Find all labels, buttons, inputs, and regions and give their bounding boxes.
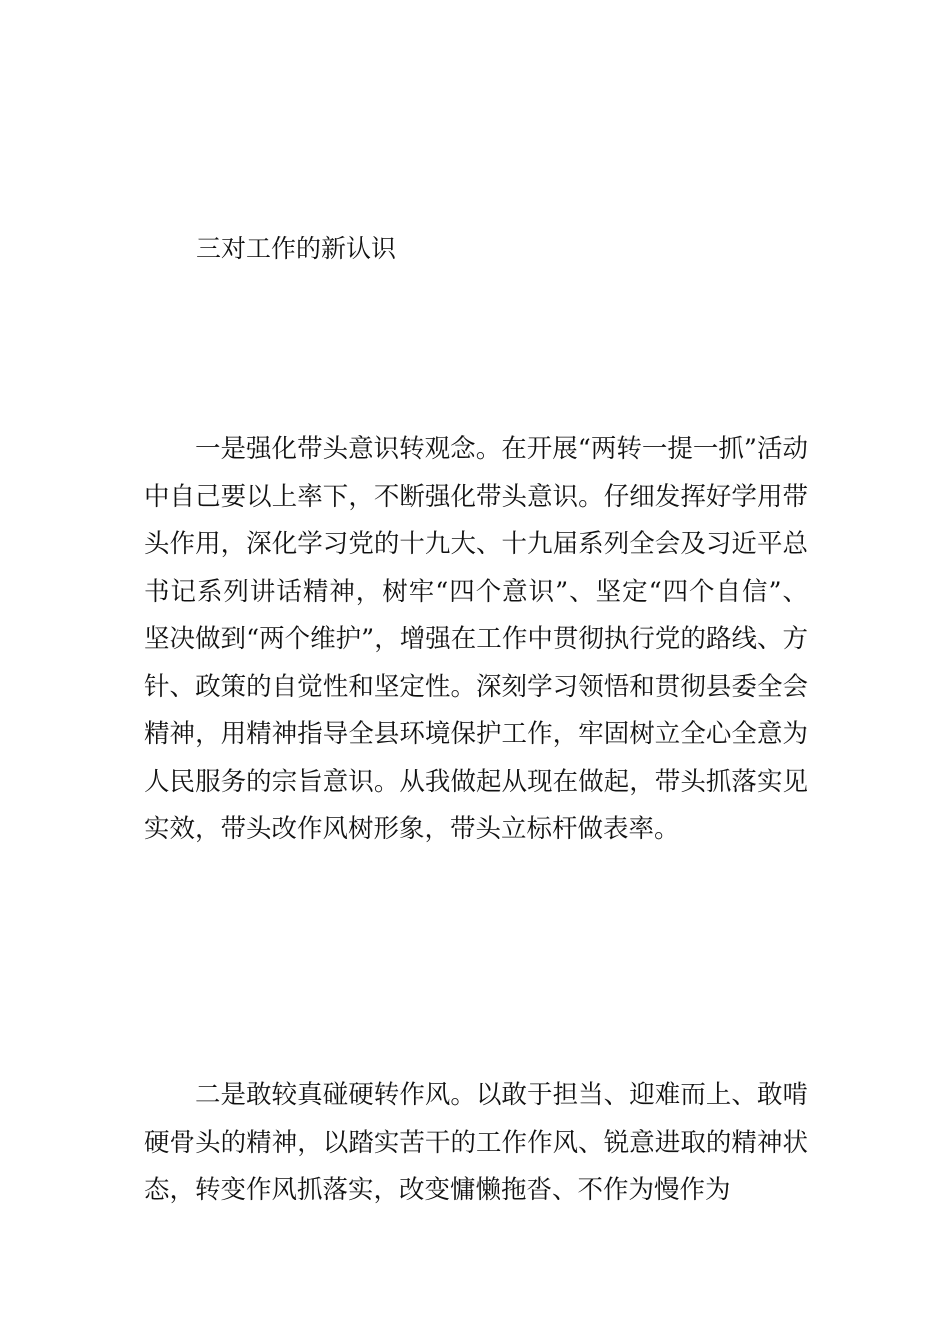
paragraph-change-work-style: 二是敢较真碰硬转作风。以敢于担当、迎难而上、敢啃硬骨头的精神，以踏实苦干的工作作风、锐意进取的精神状态，转变作风抓落实，改变慵懒拖沓、不作为慢作为 [144,1080,808,1205]
section-heading: 三对工作的新认识 [196,234,397,263]
paragraph-strengthen-leadership: 一是强化带头意识转观念。在开展“两转一提一抓”活动中自己要以上率下，不断强化带头意识。仔细发挥好学用带头作用，深化学习党的十九大、十九届系列全会及习近平总书记系列讲话精神，树牢“四个意识”、坚定“四个自信”、坚决做到“两个维护”，增强在工作中贯彻执行党的路线、方针、政策的自觉性和坚定性。深刻学习领悟和贯彻县委全会精神，用精神指导全县环境保护工作，牢固树立全心全意为人民服务的宗旨意识。从我做起从现在做起，带头抓落实见实效，带头改作风树形象，带头立标杆做表率。 [144,434,808,844]
